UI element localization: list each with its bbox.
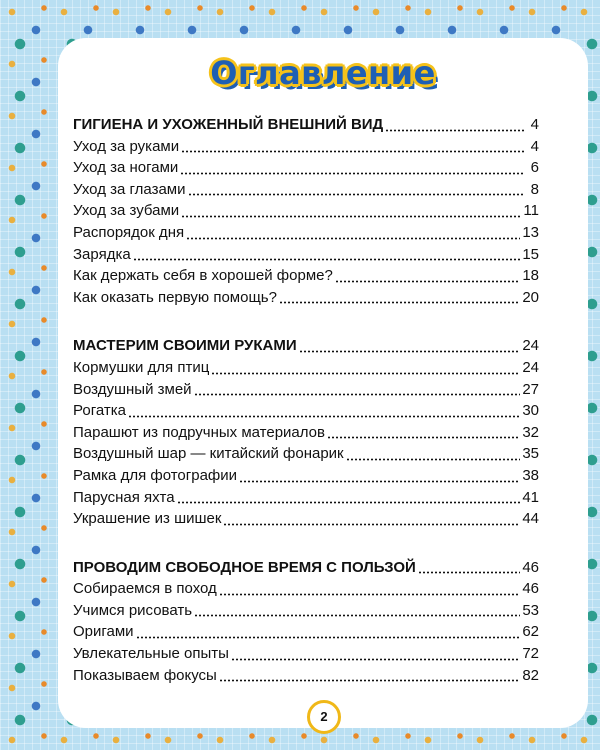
dot-leader <box>211 372 520 375</box>
dot-leader <box>299 350 521 353</box>
toc-item[interactable] <box>73 623 539 645</box>
toc-item-text: Увлекательные опыты <box>73 645 229 663</box>
toc-item-text: Воздушный змей <box>73 380 192 398</box>
toc-page-number: 35 <box>522 445 539 463</box>
dot-leader <box>177 501 521 504</box>
toc-item[interactable] <box>73 424 539 446</box>
toc-page-number: 15 <box>522 245 539 263</box>
toc-page-number: 44 <box>522 510 539 528</box>
toc-item[interactable] <box>73 645 539 667</box>
toc-item-text: Кормушки для птиц <box>73 358 210 376</box>
toc-page-number: 18 <box>522 267 539 285</box>
dot-leader <box>128 415 520 418</box>
toc-item-text: Воздушный шар — китайский фонарик <box>73 445 344 463</box>
toc-item-text: Уход за руками <box>73 137 180 155</box>
toc-page-number: 30 <box>522 402 539 420</box>
toc-page-number: 62 <box>522 623 539 641</box>
toc-page-number: 11 <box>523 202 539 220</box>
dot-leader <box>186 237 520 240</box>
dot-leader <box>188 193 526 196</box>
toc-item-text: Распорядок дня <box>73 223 185 241</box>
toc-item[interactable] <box>73 224 539 246</box>
toc-item[interactable] <box>73 467 539 489</box>
dot-leader <box>231 658 520 661</box>
toc-item[interactable] <box>73 202 539 224</box>
dot-leader <box>219 679 520 682</box>
toc-item-text: Уход за глазами <box>73 180 186 198</box>
toc-page-number: 72 <box>522 645 539 663</box>
dot-leader <box>223 523 520 526</box>
toc-page-number: 24 <box>522 337 539 355</box>
toc-item[interactable] <box>73 138 539 160</box>
content-page <box>58 38 588 728</box>
dot-leader <box>181 150 525 153</box>
toc-item[interactable] <box>73 489 539 511</box>
dot-leader <box>181 215 521 218</box>
dot-leader <box>385 129 525 132</box>
toc-item-text: Зарядка <box>73 245 131 263</box>
dot-leader <box>180 172 525 175</box>
toc-item[interactable] <box>73 159 539 181</box>
toc-item-text: Парусная яхта <box>73 488 175 506</box>
toc-item-text: Парашют из подручных материалов <box>73 423 325 441</box>
dot-leader <box>194 393 521 396</box>
toc-item[interactable] <box>73 580 539 602</box>
dot-leader <box>418 571 520 574</box>
toc-page-number: 20 <box>522 288 539 306</box>
toc-page-number: 41 <box>522 488 539 506</box>
dot-leader <box>327 436 520 439</box>
toc-page-number: 6 <box>530 159 539 177</box>
toc-item[interactable] <box>73 181 539 203</box>
dot-leader <box>133 258 521 261</box>
toc-item[interactable] <box>73 381 539 403</box>
toc-page-number: 4 <box>530 116 539 133</box>
table-of-contents <box>73 116 539 688</box>
toc-item-text: Рогатка <box>73 402 126 420</box>
toc-section-heading[interactable] <box>73 337 539 359</box>
toc-page-number: 4 <box>530 137 539 155</box>
dot-leader <box>219 593 521 596</box>
toc-page-number: 24 <box>522 358 539 376</box>
toc-item[interactable] <box>73 445 539 467</box>
toc-page-number: 46 <box>522 580 539 598</box>
toc-item-text: Собираемся в поход <box>73 580 217 598</box>
toc-item[interactable] <box>73 510 539 532</box>
toc-page-number: 32 <box>522 423 539 441</box>
toc-page-number: 13 <box>522 223 539 241</box>
toc-item-text: Украшение из шишек <box>73 510 222 528</box>
toc-heading-text: ГИГИЕНА И УХОЖЕННЫЙ ВНЕШНИЙ ВИД <box>73 116 384 133</box>
toc-item[interactable] <box>73 359 539 381</box>
toc-page-number: 38 <box>522 466 539 484</box>
dot-leader <box>239 480 520 483</box>
dot-leader <box>136 636 521 639</box>
section-spacer <box>73 310 539 337</box>
section-spacer <box>73 532 539 559</box>
toc-item-text: Учимся рисовать <box>73 601 193 619</box>
toc-item[interactable] <box>73 402 539 424</box>
toc-page-number: 53 <box>522 601 539 619</box>
toc-section-heading[interactable] <box>73 116 539 138</box>
toc-item-text: Как оказать первую помощь? <box>73 288 277 306</box>
toc-page-number: 27 <box>522 380 539 398</box>
toc-page-number: 82 <box>522 666 539 684</box>
toc-item-text: Оригами <box>73 623 134 641</box>
toc-heading-text: МАСТЕРИМ СВОИМИ РУКАМИ <box>73 337 297 355</box>
toc-item-text: Уход за ногами <box>73 159 179 177</box>
toc-section-heading[interactable] <box>73 559 539 581</box>
dot-leader <box>279 301 520 304</box>
toc-page-number: 8 <box>530 180 539 198</box>
toc-item-text: Показываем фокусы <box>73 666 217 684</box>
toc-page-number: 46 <box>522 558 539 576</box>
toc-item[interactable] <box>73 246 539 268</box>
dot-leader <box>335 280 521 283</box>
page-title: Оглавление <box>210 54 436 92</box>
toc-item-text: Как держать себя в хорошей форме? <box>73 267 333 285</box>
toc-item[interactable] <box>73 289 539 311</box>
dot-leader <box>194 614 520 617</box>
toc-item[interactable] <box>73 267 539 289</box>
toc-item-text: Рамка для фотографии <box>73 466 238 484</box>
page-number-badge: 2 <box>307 700 341 734</box>
toc-item[interactable] <box>73 667 539 689</box>
toc-item-text: Уход за зубами <box>73 202 180 220</box>
toc-item[interactable] <box>73 602 539 624</box>
dot-leader <box>346 458 521 461</box>
toc-heading-text: ПРОВОДИМ СВОБОДНОЕ ВРЕМЯ С ПОЛЬЗОЙ <box>73 558 416 576</box>
